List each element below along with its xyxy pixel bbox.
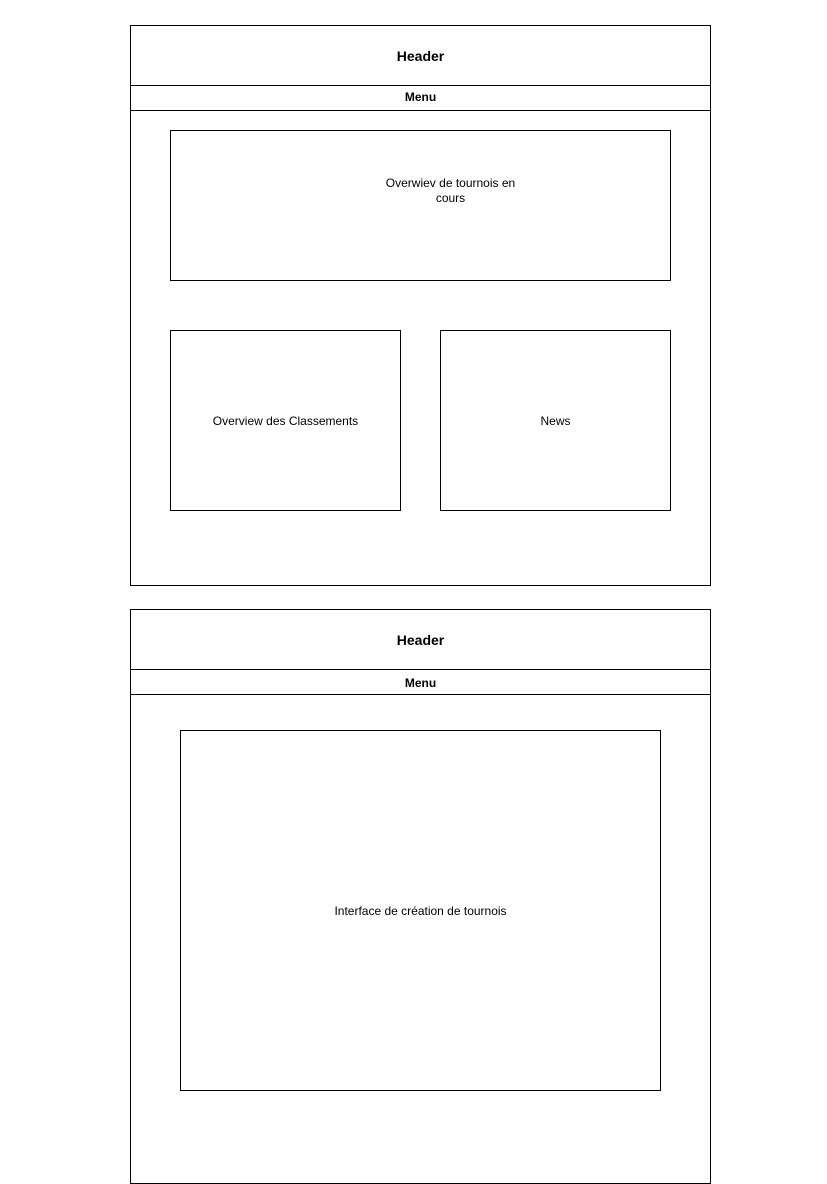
creation-menu-label: Menu xyxy=(404,676,437,690)
home-header-box xyxy=(130,25,711,86)
rankings-overview-box xyxy=(170,330,401,511)
creation-menu-box xyxy=(130,669,711,695)
home-menu-label: Menu xyxy=(404,90,437,104)
home-menu-box xyxy=(130,85,711,111)
tournament-creation-label: Interface de création de tournois xyxy=(334,904,507,918)
home-header-label: Header xyxy=(396,48,445,64)
creation-header-box xyxy=(130,609,711,670)
rankings-overview-label: Overview des Classements xyxy=(212,414,359,428)
tournaments-overview-label-line1: Overwiev de tournois en xyxy=(385,176,516,190)
creation-header-label: Header xyxy=(396,632,445,648)
tournaments-overview-label-line2: cours xyxy=(435,191,466,205)
news-label: News xyxy=(540,414,571,428)
news-box xyxy=(440,330,671,511)
tournament-creation-box xyxy=(180,730,661,1091)
tournaments-overview-box xyxy=(170,130,671,281)
